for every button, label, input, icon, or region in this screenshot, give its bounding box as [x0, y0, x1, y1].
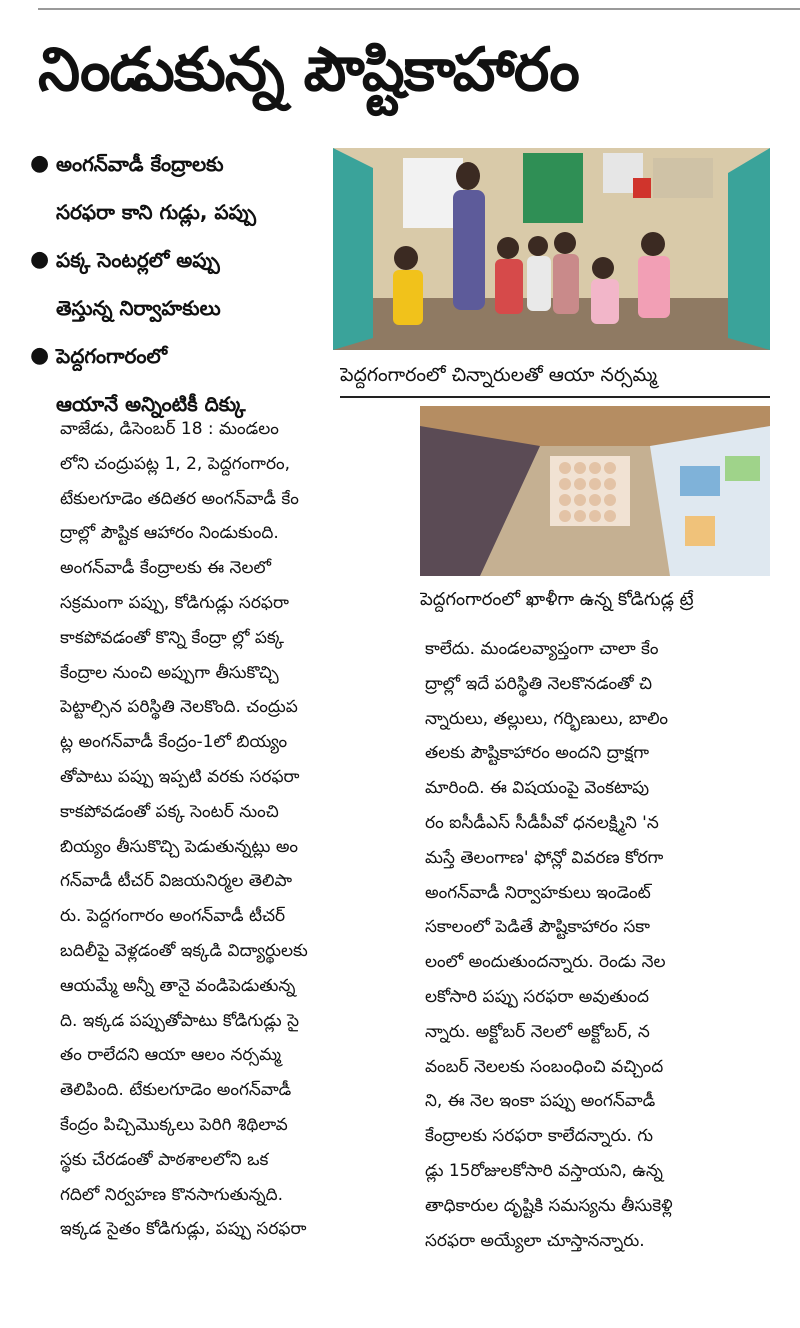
photo-illustration [333, 148, 770, 350]
text-line: తెలిపింది. టేకులగూడెం అంగన్‌వాడీ [60, 1080, 292, 1101]
bullet-line: సరఫరా కాని గుడ్లు, పప్పు [56, 200, 257, 224]
text-line: కేంద్రాల నుంచి అప్పుగా తీసుకొచ్చి [60, 662, 279, 683]
text-line: గన్‌వాడీ టీచర్ విజయనిర్మల తెలిపా [60, 871, 293, 892]
text-line: వంబర్ నెలలకు సంబంధించి వచ్చింద [425, 1056, 664, 1077]
text-line: బదిలీపై వెళ్లడంతో ఇక్కడి విద్యార్థులకు [60, 940, 308, 961]
bullet-item [30, 140, 330, 236]
text-line: న్నారు. అక్టోబర్ నెలలో అక్టోబర్, న [425, 1021, 650, 1042]
bullet-line: తెస్తున్న నిర్వాహకులు [56, 296, 221, 320]
bullet-line: ఆయానే అన్నింటికీ దిక్కు [56, 392, 246, 416]
text-line: అంగన్‌వాడీ కేంద్రాలకు ఈ నెలలో [60, 558, 272, 579]
text-line: కేంద్రాలకు సరఫరా కాలేదన్నారు. గు [425, 1126, 654, 1147]
article-column-2 [425, 632, 775, 1258]
article-column-1 [60, 412, 405, 1247]
text-line: కేంద్రం పిచ్చిమొక్కలు పెరిగి శిథిలావ [60, 1114, 288, 1135]
text-line: డ్లు 15రోజులకోసారి వస్తాయని, ఉన్న [425, 1160, 663, 1181]
photo-caption: పెద్దగంగారంలో చిన్నారులతో ఆయా నర్సమ్మ [340, 364, 658, 386]
text-line: ఇక్కడ సైతం కోడిగుడ్లు, పప్పు సరఫరా [60, 1219, 307, 1240]
text-line: రం ఐసీడీఎస్ సీడీపీవో ధనలక్ష్మిని 'న [425, 812, 659, 833]
text-line: తలకు పౌష్టికాహారం అందని ద్రాక్షగా [425, 743, 649, 764]
text-line: న్నారులు, తల్లులు, గర్భిణులు, బాలిం [425, 708, 669, 729]
text-line: మారింది. ఈ విషయంపై వెంకటాపు [425, 778, 650, 799]
text-line: కాకపోవడంతో పక్క సెంటర్ నుంచి [60, 801, 279, 822]
summary-bullets [30, 140, 330, 428]
next-article-cutoff [40, 1310, 800, 1328]
text-line: ద్రాల్లో పౌష్టిక ఆహారం నిండుకుంది. [60, 523, 279, 544]
text-line: లకోసారి పప్పు సరఫరా అవుతుంద [425, 986, 650, 1007]
bullet-dot-icon: ● [30, 247, 50, 272]
text-line: పెట్టాల్సిన పరిస్థితి నెలకొంది. చంద్రుప [60, 697, 298, 718]
text-line: తాధికారుల దృష్టికి సమస్యను తీసుకెళ్లి [425, 1195, 673, 1216]
photo-illustration [420, 406, 770, 576]
text-line: స్థకు చేరడంతో పాఠశాలలోని ఒక [60, 1149, 269, 1170]
egg-tray-photo [420, 406, 770, 576]
bullet-dot-icon: ● [30, 151, 50, 176]
text-line: ఆయమ్మే అన్నీ తానై వండిపెడుతున్న [60, 975, 296, 996]
text-line: ద్రాల్లో ఇదే పరిస్థితి నెలకొనడంతో చి [425, 673, 653, 694]
text-line: ట్ల అంగన్‌వాడీ కేంద్రం-1లో బియ్యం [60, 732, 288, 753]
anganwadi-children-photo [333, 148, 770, 350]
bullet-line: అంగన్‌వాడీ కేంద్రాలకు [56, 152, 224, 176]
text-line: తోపాటు పప్పు ఇప్పటి వరకు సరఫరా [60, 766, 300, 787]
text-line: కాలేదు. మండలవ్యాప్తంగా చాలా కేం [425, 639, 659, 659]
bullet-item [30, 236, 330, 332]
text-line: కాకపోవడంతో కొన్ని కేంద్రా ల్లో పక్క [60, 627, 285, 648]
text-line: ది. ఇక్కడ పప్పుతోపాటు కోడిగుడ్లు సై [60, 1010, 300, 1031]
bullet-line: పెద్దగంగారంలో [56, 344, 168, 368]
text-line: మస్తే తెలంగాణ' ఫోన్లో వివరణ కోరగా [425, 847, 664, 868]
text-line: బియ్యం తీసుకొచ్చి పెడుతున్నట్లు అం [60, 836, 299, 857]
bullet-dot-icon: ● [30, 343, 50, 368]
text-line: సరఫరా అయ్యేలా చూస్తానన్నారు. [425, 1230, 645, 1251]
bullet-line: పక్క సెంటర్లలో అప్పు [56, 248, 220, 272]
photo-caption: పెద్దగంగారంలో ఖాళీగా ఉన్న కోడిగుడ్ల ట్రే [420, 589, 694, 610]
top-rule [38, 8, 800, 10]
text-line: సక్రమంగా పప్పు, కోడిగుడ్లు సరఫరా [60, 592, 289, 613]
text-line: సకాలంలో పెడితే పౌష్టికాహారం సకా [425, 917, 650, 938]
text-line: వాజేడు, డిసెంబర్ 18 : మండలం [60, 419, 279, 439]
headline: నిండుకున్న పౌష్టికాహారం [38, 35, 579, 105]
text-line: గదిలో నిర్వహణ కొనసాగుతున్నది. [60, 1184, 284, 1205]
text-line: ని, ఈ నెల ఇంకా పప్పు అంగన్‌వాడీ [425, 1091, 656, 1112]
text-line: లంలో అందుతుందన్నారు. రెండు నెల [425, 952, 666, 973]
text-line: రు. పెద్దగంగారం అంగన్‌వాడీ టీచర్ [60, 906, 286, 927]
text-line: అంగన్‌వాడీ నిర్వాహకులు ఇండెంట్ [425, 882, 651, 903]
text-line: టేకులగూడెం తదితర అంగన్‌వాడీ కేం [60, 488, 299, 509]
text-line: లోని చంద్రుపట్ల 1, 2, పెద్దగంగారం, [60, 453, 291, 474]
caption-rule [340, 396, 770, 398]
text-line: తం రాలేదని ఆయా ఆలం నర్సమ్మ [60, 1045, 282, 1066]
